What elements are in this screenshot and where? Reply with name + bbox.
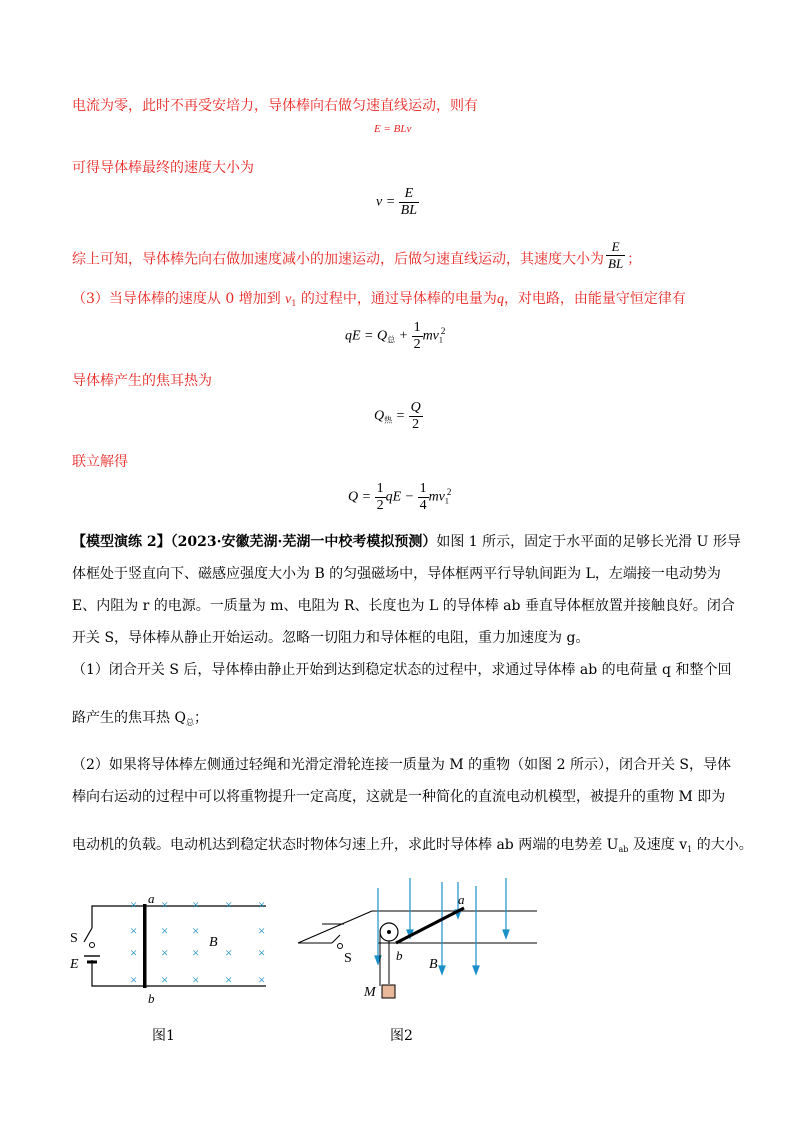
fig1-label-E: E: [70, 957, 79, 972]
problem-paragraph-line-3: E、内阻为 r 的电源。一质量为 m、电阻为 R、长度也为 L 的导体棒 ab 垂直导体框放置并接触良好。闭合: [72, 598, 735, 614]
eq5-c-sub: 1: [444, 496, 449, 506]
line3-end: ；: [627, 251, 642, 268]
q1-sub: 总: [185, 718, 194, 727]
eq5-n1: 1: [376, 481, 384, 496]
question-1-line-1: （1）闭合开关 S 后，导体棒由静止开始到达到稳定状态的过程中，求通过导体棒 ab 的电荷量 q 和整个回: [72, 662, 732, 678]
eq3-fraction: [412, 320, 423, 353]
eq3-num: 1: [413, 320, 421, 335]
problem-paragraph-line-1: [72, 532, 741, 552]
problem-text-1: 如图 1 所示，固定于水平面的足够长光滑 U 形导: [436, 534, 741, 550]
rod-ab-2: [396, 908, 464, 943]
figure-2-caption: 图2: [390, 1028, 413, 1044]
field-cross: ×: [130, 972, 138, 987]
q2-sub: ab: [618, 845, 629, 854]
equation-final-q: [348, 481, 451, 514]
line4-q: q: [496, 292, 504, 307]
eq3-a: qE = Q: [345, 328, 388, 344]
eq5-c-sup: 2: [446, 486, 452, 497]
weight-block: [382, 985, 395, 998]
q1-text: 路产生的焦耳热 Q: [72, 710, 186, 726]
eq5-b: qE −: [385, 489, 415, 505]
line3-numerator: E: [606, 239, 625, 256]
fig2-label-S: S: [344, 951, 352, 966]
fig2-label-M: M: [364, 985, 376, 1000]
question-2-line-2: 棒向右运动的过程中可以将重物提升一定高度，这就是一种简化的直流电动机模型，被提升的重物 M 即为: [72, 789, 726, 805]
equation-v-e-bl: [376, 186, 419, 219]
problem-paragraph-line-4: 开关 S，导体棒从静止开始运动。忽略一切阻力和导体框的电阻，重力加速度为 g。: [72, 630, 590, 646]
eq2-fraction: [399, 186, 419, 219]
field-cross: ×: [130, 897, 138, 912]
fig2-label-B: B: [429, 957, 438, 972]
field-cross: ×: [192, 923, 200, 938]
field-cross: ×: [130, 923, 138, 938]
field-cross: ×: [225, 972, 233, 987]
q2-mid: 及速度 v: [628, 837, 688, 853]
solution-line-2: 可得导体棒最终的速度大小为: [72, 160, 254, 176]
eq4-fraction: [409, 400, 423, 433]
line4-text-a: （3）当导体棒的速度从 0 增加到: [72, 291, 286, 307]
field-cross: ×: [161, 972, 169, 987]
q2-sub2: 1: [687, 845, 693, 854]
line4-text-b: 的过程中，通过导体棒的电量为: [296, 291, 497, 307]
eq5-fraction-2: [418, 481, 429, 514]
eq5-a: Q =: [348, 489, 372, 505]
eq5-fraction-1: [375, 481, 386, 514]
pulley-axle: [387, 930, 391, 934]
equation-e-blv: E = BLv: [374, 123, 412, 135]
solution-line-1: 电流为零，此时不再受安培力，导体棒向右做匀速直线运动，则有: [72, 98, 478, 114]
eq3-sub: 总: [387, 335, 396, 345]
solution-line-5: 导体棒产生的焦耳热为: [72, 373, 212, 389]
question-1-line-2: [72, 708, 208, 733]
fig1-label-S: S: [70, 931, 78, 946]
field-cross: ×: [161, 923, 169, 938]
question-2-line-1: （2）如果将导体棒左侧通过轻绳和光滑定滑轮连接一质量为 M 的重物（如图 2 所示），闭合开关 S，导体: [72, 757, 731, 773]
q2-end: 的大小。: [692, 837, 753, 853]
problem-tag: 【模型演练 2】: [72, 534, 171, 550]
eq4-a: Q: [374, 408, 385, 424]
line3-denominator: BL: [608, 256, 624, 271]
field-cross: ×: [225, 945, 233, 960]
field-cross: ×: [192, 972, 200, 987]
field-cross: ×: [258, 923, 266, 938]
line3-fraction: [606, 239, 625, 272]
eq2-denominator: BL: [400, 203, 418, 218]
fig2-label-a: a: [458, 892, 465, 907]
fig1-label-b: b: [148, 991, 155, 1006]
problem-paragraph-line-2: 体框处于竖直向下、磁感应强度大小为 B 的匀强磁场中，导体框两平行导轨间距为 L，左端接一电动势为: [72, 566, 721, 582]
solution-line-3-text: 综上可知，导体棒先向右做加速度减小的加速运动，后做匀速直线运动，其速度大小为: [72, 251, 604, 268]
q2-text: 电动机的负载。电动机达到稳定状态时物体匀速上升，求此时导体棒 ab 两端的电势差 U: [72, 837, 619, 853]
eq2-numerator: E: [399, 186, 419, 203]
field-cross: ×: [161, 897, 169, 912]
eq4-sub: 热: [384, 415, 393, 425]
q1-end: ；: [193, 710, 208, 726]
fig1-label-a: a: [148, 891, 155, 906]
rod-ab: [143, 904, 147, 988]
solution-line-3: [72, 239, 642, 272]
eq3-den: 2: [413, 337, 421, 352]
eq3-b: +: [395, 328, 412, 344]
eq4-den: 2: [412, 417, 420, 432]
figure-1-diagram: [66, 890, 276, 1020]
field-cross: ×: [258, 972, 266, 987]
fig1-label-B: B: [209, 935, 218, 950]
eq5-c: mv: [428, 489, 445, 505]
eq5-n2: 1: [419, 481, 427, 496]
switch-contact-2: [338, 944, 343, 949]
fig2-label-b: b: [396, 948, 403, 963]
field-cross: ×: [258, 945, 266, 960]
field-cross: ×: [130, 945, 138, 960]
line4-v-sub: 1: [291, 299, 297, 308]
switch-blade-2: [332, 935, 340, 943]
field-cross: ×: [192, 897, 200, 912]
eq3-c: mv: [422, 328, 439, 344]
equation-energy-conservation: [345, 320, 445, 353]
solution-line-6: 联立解得: [72, 454, 128, 470]
eq2-lhs: v =: [376, 194, 396, 210]
field-cross: ×: [161, 945, 169, 960]
eq4-b: =: [392, 408, 406, 424]
line4-v: v: [285, 292, 292, 307]
line4-text-c: ，对电路，由能量守恒定律有: [503, 291, 686, 307]
field-cross: ×: [225, 897, 233, 912]
figure-1-caption: 图1: [152, 1028, 175, 1044]
field-cross: ×: [192, 945, 200, 960]
magnetic-field-crosses: [130, 897, 265, 987]
switch-contact: [90, 943, 95, 948]
question-2-line-3: [72, 835, 753, 860]
equation-joule-heat: [374, 400, 423, 433]
field-cross: ×: [258, 897, 266, 912]
solution-line-4: [72, 289, 686, 314]
eq3-c-sup: 2: [440, 325, 446, 336]
eq3-c-sub: 1: [438, 335, 443, 345]
eq5-d2: 4: [419, 498, 427, 513]
figure-2-diagram: [292, 872, 542, 1022]
rail-left-slant: [298, 911, 372, 943]
eq5-d1: 2: [376, 498, 384, 513]
eq4-num: Q: [410, 400, 421, 415]
problem-source: （2023·安徽芜湖·芜湖一中校考模拟预测）: [170, 534, 437, 550]
u-frame: [92, 906, 266, 986]
